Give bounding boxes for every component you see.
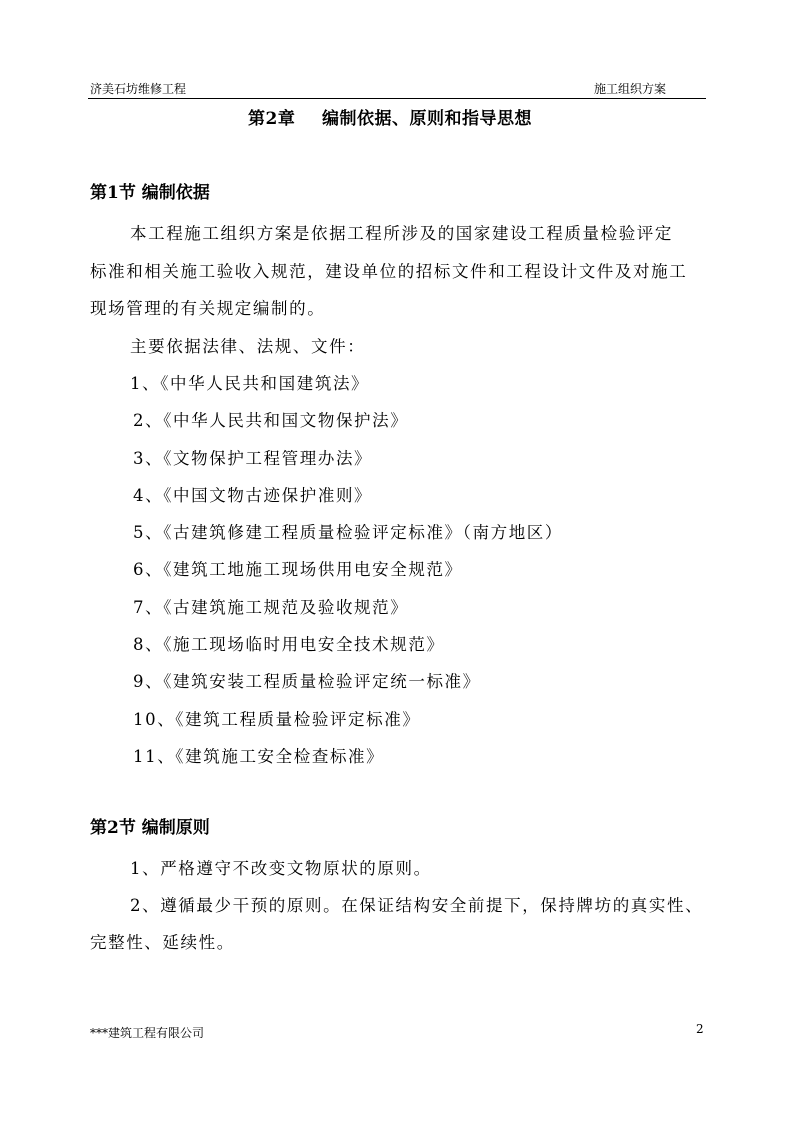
list-item-5: 5、《古建筑修建工程质量检验评定标准》（南方地区） bbox=[133, 523, 563, 542]
list-item-8: 8、《施工现场临时用电安全技术规范》 bbox=[133, 635, 445, 654]
section1-para-line-1: 本工程施工组织方案是依据工程所涉及的国家建设工程质量检验评定 bbox=[130, 224, 673, 243]
header-doc-type: 施工组织方案 bbox=[594, 82, 667, 96]
page-number: 2 bbox=[696, 1022, 704, 1036]
list-item-1: 1、《中华人民共和国建筑法》 bbox=[130, 374, 370, 393]
section1-para-line-3: 现场管理的有关规定编制的。 bbox=[90, 299, 326, 318]
header-rule bbox=[88, 98, 706, 99]
section1-para-line-2: 标准和相关施工验收入规范，建设单位的招标文件和工程设计文件及对施工 bbox=[90, 262, 688, 281]
list-item-6: 6、《建筑工地施工现场供用电安全规范》 bbox=[133, 560, 463, 579]
header-project-name: 济美石坊维修工程 bbox=[90, 82, 187, 96]
list-item-4: 4、《中国文物古迹保护准则》 bbox=[133, 486, 373, 505]
chapter-number: 第2章 bbox=[248, 109, 296, 129]
section1-intro: 主要依据法律、法规、文件： bbox=[130, 337, 366, 356]
list-item-7: 7、《古建筑施工规范及验收规范》 bbox=[133, 598, 409, 617]
chapter-title: 编制依据、原则和指导思想 bbox=[322, 109, 532, 129]
section2-heading: 第2节 编制原则 bbox=[90, 818, 210, 838]
list-item-3: 3、《文物保护工程管理办法》 bbox=[133, 449, 373, 468]
section2-para-1: 1、严格遵守不改变文物原状的原则。 bbox=[130, 859, 432, 878]
list-item-11: 11、《建筑施工安全检查标准》 bbox=[133, 747, 385, 766]
section2-para-2-line-2: 完整性、延续性。 bbox=[90, 933, 235, 952]
list-item-10: 10、《建筑工程质量检验评定标准》 bbox=[133, 710, 421, 729]
list-item-2: 2、《中华人民共和国文物保护法》 bbox=[133, 411, 409, 430]
list-item-9: 9、《建筑安装工程质量检验评定统一标准》 bbox=[133, 672, 481, 691]
section1-heading: 第1节 编制依据 bbox=[90, 183, 210, 203]
section2-para-2-line-1: 2、遵循最少干预的原则。在保证结构安全前提下，保持牌坊的真实性、 bbox=[130, 896, 704, 915]
footer-company: ***建筑工程有限公司 bbox=[90, 1026, 205, 1040]
